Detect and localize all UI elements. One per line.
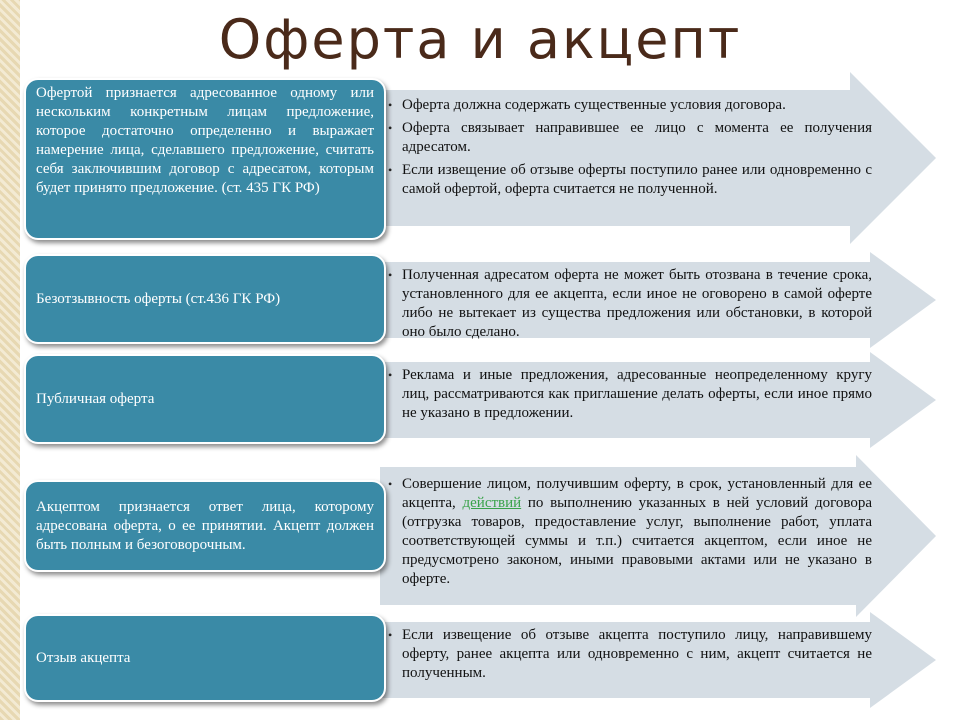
bullet-item: • Реклама и иные предложения, адресованные неопределенному кругу лиц, рассматриваются как приглашение делать оферты, если иное прямо не указано в предложении.: [388, 367, 872, 421]
bullet-icon: •: [388, 477, 393, 491]
term-box-acceptance: [24, 480, 386, 572]
page-title: Оферта и акцепт: [218, 8, 742, 71]
bullet-list: [388, 366, 872, 427]
bullet-icon: •: [388, 98, 393, 112]
row-public-offer: [0, 352, 960, 448]
row-offer: [0, 72, 960, 248]
term-box-public-offer: [24, 354, 386, 444]
row-acceptance-revocation: [0, 612, 960, 708]
term-box-irrevocability: [24, 254, 386, 344]
bullet-item: • Оферта связывает направившее ее лицо с момента ее получения адресатом.: [388, 120, 872, 155]
row-acceptance: [0, 455, 960, 617]
term-text: Отзыв акцепта: [36, 649, 131, 666]
bullet-list: [388, 266, 872, 346]
bullet-item: • Если извещение об отзыве акцепта поступило лицу, направившему оферту, ранее акцепта или одновременно с ним, акцепт считается не полученным.: [388, 627, 872, 681]
bullet-item: • Если извещение об отзыве оферты поступило ранее или одновременно с самой офертой, оферта считается не полученной.: [388, 162, 872, 197]
bullet-item: • Полученная адресатом оферта не может быть отозвана в течение срока, установленного для ее акцепта, если иное не оговорено в самой оферте либо не вытекает из существа предложения или обстановки, в которой оно было сделано.: [388, 267, 872, 340]
bullet-item: • Совершение лицом, получившим оферту, в срок, установленный для ее акцепта, действий по выполнению указанных в ней условий договора (отгрузка товаров, предоставление услуг, выполнение работ, уплата соответствующей суммы и т.п.) считается акцептом, если иное не предусмотрено законом, иными правовыми актами или не указано в оферте.: [388, 476, 872, 587]
term-box-offer: [24, 78, 386, 240]
bullet-icon: •: [388, 368, 393, 382]
term-text: Офертой признается адресованное одному или нескольким конкретным лицам предложение, которое достаточно определенно и выражает намерение лица, сделавшего предложение, считать себя заключившим договор с адресатом, которым будет принято предложение. (ст. 435 ГК РФ): [36, 85, 374, 196]
term-text: Акцептом признается ответ лица, которому адресована оферта, о ее принятии. Акцепт должен быть полным и безоговорочным.: [36, 498, 374, 553]
term-text: Публичная оферта: [36, 390, 155, 407]
bullet-list: [388, 475, 872, 593]
bullet-icon: •: [388, 628, 393, 642]
term-text: Безотзывность оферты (ст.436 ГК РФ): [36, 290, 281, 307]
actions-link[interactable]: действий: [462, 495, 522, 511]
bullet-icon: •: [388, 163, 393, 177]
term-box-acceptance-revocation: [24, 614, 386, 702]
bullet-item: • Оферта должна содержать существенные условия договора.: [388, 97, 786, 113]
bullet-icon: •: [388, 121, 393, 135]
bullet-list: [388, 626, 872, 687]
bullet-icon: •: [388, 268, 393, 282]
bullet-list: [388, 96, 872, 203]
row-irrevocability: [0, 252, 960, 348]
